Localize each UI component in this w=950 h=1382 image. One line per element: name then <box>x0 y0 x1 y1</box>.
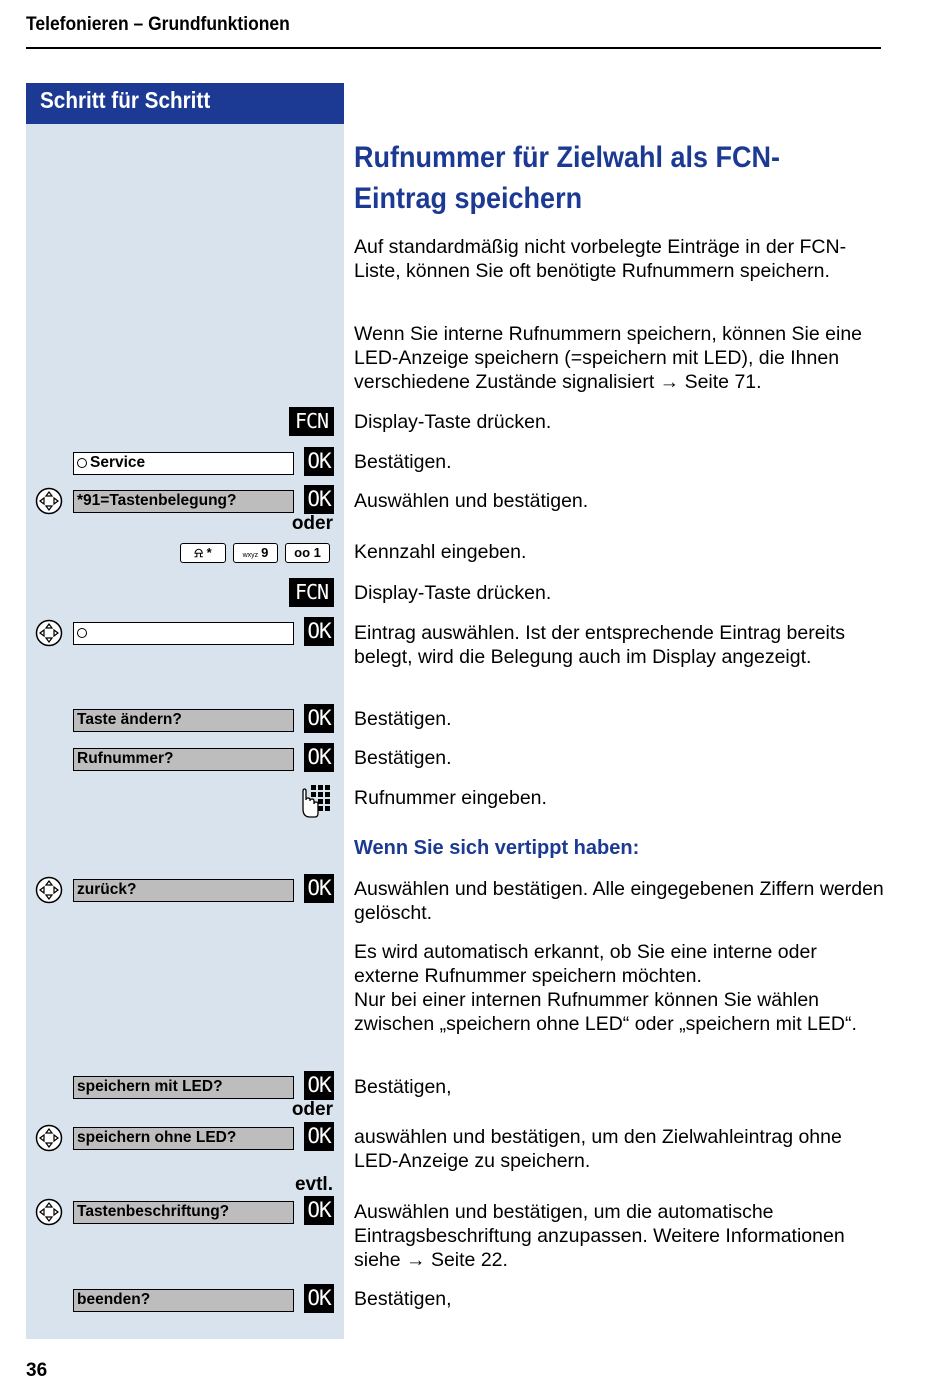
display-text: Service <box>90 454 146 471</box>
key-1[interactable]: ᴏᴏ 1 <box>285 543 330 563</box>
oder-label: oder <box>291 513 333 534</box>
navigator-icon[interactable] <box>35 619 63 647</box>
ok-key[interactable]: OK <box>304 1196 334 1225</box>
step-text: Rufnummer eingeben. <box>354 787 547 809</box>
step-text: Display-Taste drücken. <box>354 411 552 433</box>
step-text: auswählen und bestätigen, um den Zielwahleintrag ohne LED-Anzeige zu speichern. <box>354 1126 842 1172</box>
header-rule <box>26 47 881 49</box>
ok-key[interactable]: OK <box>304 1071 334 1100</box>
step-text: Bestätigen. <box>354 747 452 769</box>
step-text: Auswählen und bestätigen. Alle eingegebenen Ziffern werden gelöscht. <box>354 878 884 924</box>
page-number: 36 <box>26 1360 48 1381</box>
step-by-step-title: Schritt für Schritt <box>40 87 211 113</box>
navigator-icon[interactable] <box>35 876 63 904</box>
ok-key[interactable]: OK <box>304 1122 334 1151</box>
display-empty-entry <box>73 622 294 645</box>
step-text: Bestätigen. <box>354 708 452 730</box>
display-service <box>73 452 294 475</box>
info-paragraph-2: Nur bei einer internen Rufnummer können Sie wählen zwischen „speichern ohne LED“ oder „speichern mit LED“. <box>354 989 857 1035</box>
display-tastenbelegung: *91=Tastenbelegung? <box>73 490 294 513</box>
star-key[interactable]: ⍾ * <box>180 543 226 563</box>
intro-paragraph-2: Wenn Sie interne Rufnummern speichern, können Sie eine LED-Anzeige speichern (=speichern mit LED), die Ihnen verschiedene Zustände signalisiert → Seite 71. <box>354 323 863 393</box>
display-speichern-mit-led: speichern mit LED? <box>73 1076 294 1099</box>
section-title: Rufnummer für Zielwahl als FCN-Eintrag speichern <box>354 141 781 215</box>
ok-key[interactable]: OK <box>304 617 334 646</box>
intro-paragraph-1: Auf standardmäßig nicht vorbelegte Einträge in der FCN-Liste, können Sie oft benötigte Rufnummern speichern. <box>354 236 847 282</box>
step-text: Bestätigen. <box>354 451 452 473</box>
step-text: Eintrag auswählen. Ist der entsprechende Eintrag bereits belegt, wird die Belegung auch im Display angezeigt. <box>354 622 846 668</box>
step-text: Display-Taste drücken. <box>354 582 552 604</box>
display-speichern-ohne-led: speichern ohne LED? <box>73 1127 294 1150</box>
navigator-icon[interactable] <box>35 1198 63 1226</box>
fcn-key[interactable]: FCN <box>289 407 334 436</box>
ok-key[interactable]: OK <box>304 704 334 733</box>
step-text: Bestätigen, <box>354 1288 452 1310</box>
display-beenden: beenden? <box>73 1289 294 1312</box>
running-header: Telefonieren – Grundfunktionen <box>26 14 290 35</box>
key-9[interactable]: wxyz 9 <box>233 543 278 563</box>
radio-circle-icon <box>77 458 87 468</box>
ok-key[interactable]: OK <box>304 1284 334 1313</box>
radio-circle-icon <box>77 628 87 638</box>
ok-key[interactable]: OK <box>304 447 334 476</box>
step-text: Auswählen und bestätigen. <box>354 490 589 512</box>
oder-label: oder <box>291 1099 333 1120</box>
display-taste-aendern: Taste ändern? <box>73 709 294 732</box>
voicemail-icon: ᴏᴏ <box>294 545 314 560</box>
evtl-label: evtl. <box>294 1174 333 1195</box>
step-text: Auswählen und bestätigen, um die automatische Eintragsbeschriftung anzupassen. Weitere Informationen siehe → Seite 22. <box>354 1201 845 1271</box>
ok-key[interactable]: OK <box>304 874 334 903</box>
keypad-input-icon <box>299 783 333 819</box>
navigator-icon[interactable] <box>35 487 63 515</box>
ok-key[interactable]: OK <box>304 743 334 772</box>
sub-heading: Wenn Sie sich vertippt haben: <box>354 837 640 859</box>
step-text: Bestätigen, <box>354 1076 452 1098</box>
ok-key[interactable]: OK <box>304 485 334 514</box>
bell-icon: ⍾ <box>194 545 207 560</box>
step-text: Kennzahl eingeben. <box>354 541 527 563</box>
info-paragraph: Es wird automatisch erkannt, ob Sie eine interne oder externe Rufnummer speichern möchten. <box>354 941 817 987</box>
navigator-icon[interactable] <box>35 1124 63 1152</box>
display-tastenbeschriftung: Tastenbeschriftung? <box>73 1201 294 1224</box>
display-rufnummer: Rufnummer? <box>73 748 294 771</box>
display-zurueck: zurück? <box>73 879 294 902</box>
fcn-key[interactable]: FCN <box>289 578 334 607</box>
